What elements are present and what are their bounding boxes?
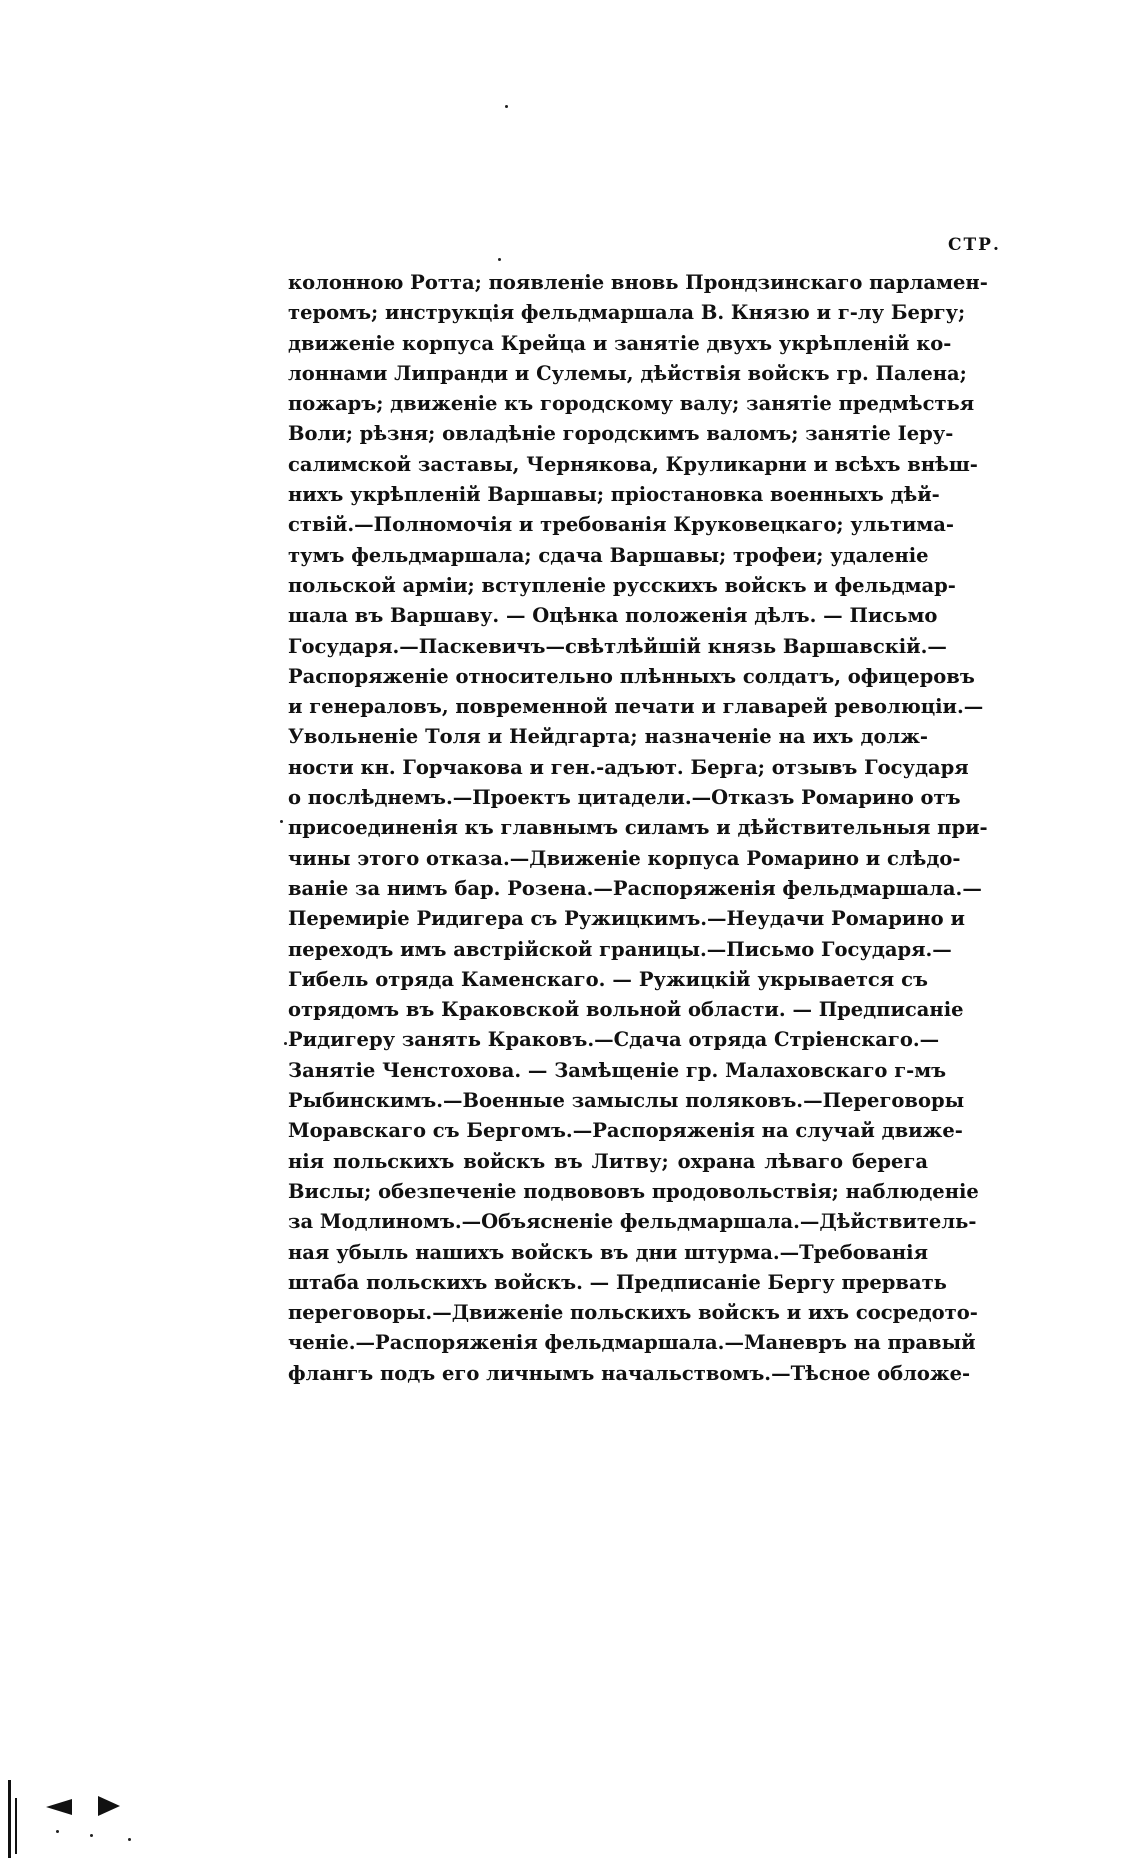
text-line: ности кн. Горчакова и ген.-адъют. Берга; отзывъ Государя <box>288 755 969 779</box>
text-line: Рыбинскимъ.—Военные замыслы поляковъ.—Переговоры <box>288 1089 965 1113</box>
scan-speck <box>498 258 501 261</box>
text-line: отрядомъ въ Краковской вольной области. — Предписаніе <box>288 998 964 1022</box>
text-line: чины этого отказа.—Движеніе корпуса Ромарино и слѣдо- <box>288 846 961 870</box>
text-line: пожаръ; движеніе къ городскому валу; занятіе предмѣстья <box>288 392 975 416</box>
text-line: Воли; рѣзня; овладѣніе городскимъ валомъ; занятіе Іеру- <box>288 422 954 446</box>
scan-speck <box>128 1838 131 1841</box>
text-line: о послѣднемъ.—Проектъ цитадели.—Отказъ Ромарино отъ <box>288 786 961 810</box>
text-line: ваніе за нимъ бар. Розена.—Распоряженія фельдмаршала.— <box>288 876 982 900</box>
text-line: лоннами Липранди и Сулемы, дѣйствія войскъ гр. Палена; <box>288 361 967 385</box>
scan-speck <box>90 1834 93 1837</box>
text-line: движеніе корпуса Крейца и занятіе двухъ укрѣпленій ко- <box>288 331 952 355</box>
text-line: Вислы; обезпеченіе подвововъ продовольствія; наблюденіе <box>288 1179 979 1203</box>
text-line: ная убыль нашихъ войскъ въ дни штурма.—Требованія <box>288 1240 928 1264</box>
text-line: салимской заставы, Чернякова, Круликарни и всѣхъ внѣш- <box>288 452 978 476</box>
scan-speck <box>505 105 508 108</box>
text-line: Гибель отряда Каменскаго. — Ружицкій укрывается съ <box>288 967 928 991</box>
text-line: Моравскаго съ Бергомъ.—Распоряженія на случай движе- <box>288 1119 963 1143</box>
scan-arrow-mark <box>46 1799 72 1815</box>
text-line: Распоряженіе относительно плѣнныхъ солдатъ, офицеровъ <box>288 664 975 688</box>
table-of-contents-text <box>288 268 988 1389</box>
scan-speck <box>284 1042 287 1045</box>
text-line: Перемиріе Ридигера съ Ружицкимъ.—Неудачи Ромарино и <box>288 907 965 931</box>
text-line: Государя.—Паскевичъ—свѣтлѣйшій князь Варшавскій.— <box>288 634 947 658</box>
text-line: ствій.—Полномочія и требованія Круковецкаго; ультима- <box>288 513 955 537</box>
text-line: теромъ; инструкція фельдмаршала В. Князю и г-лу Бергу; <box>288 301 966 325</box>
text-line: тумъ фельдмаршала; сдача Варшавы; трофеи; удаленіе <box>288 543 929 567</box>
text-line: штаба польскихъ войскъ. — Предписаніе Бергу прервать <box>288 1270 947 1294</box>
scan-edge-line <box>8 1780 11 1858</box>
text-line: флангъ подъ его личнымъ начальствомъ.—Тѣсное обложе- <box>288 1361 971 1385</box>
text-line: Занятіе Ченстохова. — Замѣщеніе гр. Малаховскаго г-мъ <box>288 1058 947 1082</box>
text-line: колонною Ротта; появленіе вновь Прондзинскаго парламен- <box>288 271 988 294</box>
text-line: шала въ Варшаву. — Оцѣнка положенія дѣлъ. — Письмо <box>288 604 938 628</box>
text-line: переходъ имъ австрійской границы.—Письмо Государя.— <box>288 937 952 961</box>
text-line: переговоры.—Движеніе польскихъ войскъ и ихъ сосредото- <box>288 1301 978 1325</box>
text-line: нихъ укрѣпленій Варшавы; пріостановка военныхъ дѣй- <box>288 483 940 507</box>
text-line: за Модлиномъ.—Объясненіе фельдмаршала.—Дѣйствитель- <box>288 1210 977 1234</box>
text-line: Увольненіе Толя и Нейдгарта; назначеніе на ихъ долж- <box>288 725 928 749</box>
scan-arrow-mark <box>98 1796 120 1816</box>
page-column-header: СТР. <box>948 235 1001 255</box>
scan-speck <box>280 820 283 823</box>
text-line: и генераловъ, повременной печати и главарей революціи.— <box>288 695 984 719</box>
text-line: нія польскихъ войскъ въ Литву; охрана лѣваго берега <box>288 1149 928 1173</box>
text-line: ченіе.—Распоряженія фельдмаршала.—Маневръ на правый <box>288 1331 976 1355</box>
text-line: Ридигеру занять Краковъ.—Сдача отряда Стріенскаго.— <box>288 1028 940 1052</box>
scan-speck <box>56 1830 59 1833</box>
text-line: польской арміи; вступленіе русскихъ войскъ и фельдмар- <box>288 573 956 597</box>
text-line: присоединенія къ главнымъ силамъ и дѣйствительныя при- <box>288 816 988 840</box>
scan-edge-line <box>15 1798 17 1854</box>
